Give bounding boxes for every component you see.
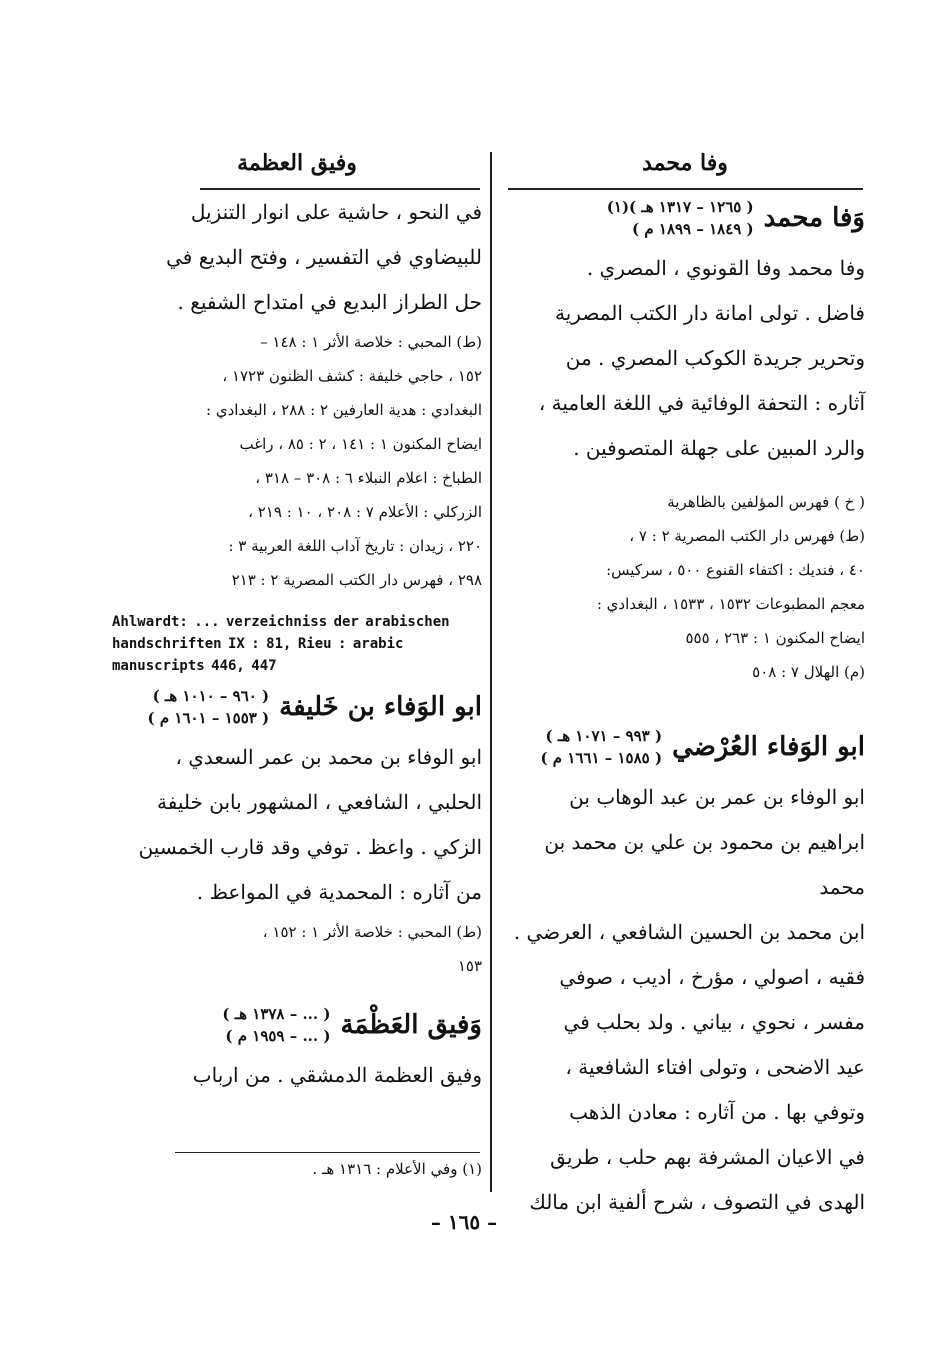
entry-body-line: ابو الوفاء بن عمر بن عبد الوهاب بن (569, 785, 865, 809)
entry-body-line: آثاره : التحفة الوفائية في اللغة العامية ، (538, 391, 865, 415)
dates-gregorian: ( ١٥٨٥ – ١٦٦١ م ) (540, 749, 663, 767)
entry-header-wafiq-al-azma (112, 1003, 482, 1047)
reference-line: معجم المطبوعات ١٥٣٢ ، ١٥٣٣ ، البغدادي : (596, 595, 865, 613)
reference-line: ( خ ) فهرس المؤلفين بالظاهرية (667, 493, 865, 511)
continuation-line: حل الطراز البديع في امتداح الشفيع . (177, 290, 482, 314)
reference-line: ٢٢٠ ، زيدان : تاريخ آداب اللغة العربية ٣ : (228, 537, 482, 555)
entry-body-line: عيد الاضحى ، وتولى افتاء الشافعية ، (565, 1055, 865, 1079)
spacer (112, 983, 482, 997)
entry-body-line: وفيق العظمة الدمشقي . من ارباب (192, 1063, 482, 1087)
left-column (112, 190, 482, 1098)
dates-gregorian: ( ... – ١٩٥٩ م ) (225, 1027, 331, 1045)
entry-body-line: فاضل . تولى امانة دار الكتب المصرية (555, 301, 865, 325)
footnote: (١) وفي الأعلام : ١٣١٦ هـ . (312, 1160, 482, 1178)
continuation-line: للبيضاوي في التفسير ، وفتح البديع في (166, 245, 482, 269)
dates-hijri: ( ١٢٦٥ – ١٣١٧ هـ )(١) (606, 198, 754, 216)
entry-body-line: ابو الوفاء بن محمد بن عمر السعدي ، (175, 745, 482, 769)
spacer (505, 471, 865, 485)
entry-body-line: الزكي . واعظ . توفي وقد قارب الخمسين (138, 835, 482, 859)
entry-dates (148, 685, 270, 729)
right-column (505, 190, 865, 1225)
reference-line: ٤٠ ، فنديك : اكتفاء القنوع ٥٠٠ ، سركيس: (606, 561, 865, 579)
entry-header-abu-al-wafa-al-urdi (505, 725, 865, 769)
reference-line: الزركلي : الأعلام ٧ : ٢٠٨ ، ١٠ : ٢١٩ ، (248, 503, 482, 521)
entry-body-line: من آثاره : المحمدية في المواعظ . (196, 880, 482, 904)
reference-line: الطباخ : اعلام النبلاء ٦ : ٣٠٨ – ٣١٨ ، (255, 469, 482, 487)
dates-hijri: ( ٩٦٠ – ١٠١٠ هـ ) (152, 687, 270, 705)
entry-name: وَفا محمد (763, 203, 865, 233)
latin-reference: Ahlwardt: ... verzeichniss der arabischen handschriften IX : 81, Rieu : arabic manuscripts 446, 447 (112, 614, 450, 674)
entry-dates (222, 1003, 330, 1047)
running-header-left: وفيق العظمة (237, 150, 357, 176)
entry-dates (540, 725, 662, 769)
dates-hijri: ( ٩٩٣ – ١٠٧١ هـ ) (545, 727, 663, 745)
entry-name: ابو الوَفاء بن خَليفة (279, 692, 482, 722)
reference-line: (م) الهلال ٧ : ٥٠٨ (752, 663, 865, 681)
running-header-right: وفا محمد (642, 150, 728, 176)
entry-header-wafa-muhammad (505, 196, 865, 240)
reference-line: (ط) المحبي : خلاصة الأثر ١ : ١٥٢ ، (262, 923, 482, 941)
reference-line: البغدادي : هدية العارفين ٢ : ٢٨٨ ، البغدادي : (206, 401, 482, 419)
entry-body-line: فقيه ، اصولي ، مؤرخ ، اديب ، صوفي (559, 965, 865, 989)
dates-hijri: ( ... – ١٣٧٨ هـ ) (222, 1005, 331, 1023)
dates-gregorian: ( ١٥٥٣ – ١٦٠١ م ) (147, 709, 270, 727)
entry-body-line: وتوفي بها . من آثاره : معادن الذهب (569, 1100, 865, 1124)
entry-body-line: الحلبي ، الشافعي ، المشهور بابن خليفة (157, 790, 482, 814)
entry-header-abu-al-wafa-ibn-khalifa (112, 685, 482, 729)
entry-name: وَفيق العَظْمَة (340, 1010, 482, 1040)
entry-body-line: وتحرير جريدة الكوكب المصري . من (565, 346, 865, 370)
spacer (505, 689, 865, 719)
reference-line: (ط) المحبي : خلاصة الأثر ١ : ١٤٨ – (260, 333, 482, 351)
entry-body-line: وفا محمد وفا القونوي ، المصري . (586, 256, 865, 280)
reference-line: (ط) فهرس دار الكتب المصرية ٢ : ٧ ، (629, 527, 865, 545)
footnote-rule (175, 1152, 480, 1153)
entry-body-line: ابراهيم بن محمود بن علي بن محمد بن محمد (544, 830, 865, 899)
column-separator (490, 152, 492, 1192)
reference-line: ١٥٢ ، حاجي خليفة : كشف الظنون ١٧٢٣ ، (222, 367, 482, 385)
reference-line: ايضاح المكنون ١ : ١٤١ ، ٢ : ٨٥ ، راغب (239, 435, 482, 453)
reference-line: ١٥٣ (457, 957, 482, 975)
page-number: – ١٦٥ – (430, 1210, 498, 1234)
reference-line: ايضاح المكنون ١ : ٢٦٣ ، ٥٥٥ (685, 629, 865, 647)
entry-body-line: الهدى في التصوف ، شرح ألفية ابن مالك (529, 1190, 865, 1214)
entry-body-line: مفسر ، نحوي ، بياني . ولد بحلب في (563, 1010, 865, 1034)
entry-body-line: ابن محمد بن الحسين الشافعي ، العرضي . (513, 920, 865, 944)
entry-dates (607, 196, 754, 240)
entry-body-line: في الاعيان المشرفة بهم حلب ، طريق (550, 1145, 865, 1169)
entry-name: ابو الوَفاء العُرْضي (672, 732, 865, 762)
reference-line: ٢٩٨ ، فهرس دار الكتب المصرية ٢ : ٢١٣ (231, 571, 482, 589)
dates-gregorian: ( ١٨٤٩ – ١٨٩٩ م ) (632, 220, 754, 238)
entry-body-line: والرد المبين على جهلة المتصوفين . (573, 436, 865, 460)
continuation-line: في النحو ، حاشية على انوار التنزيل (190, 200, 482, 224)
